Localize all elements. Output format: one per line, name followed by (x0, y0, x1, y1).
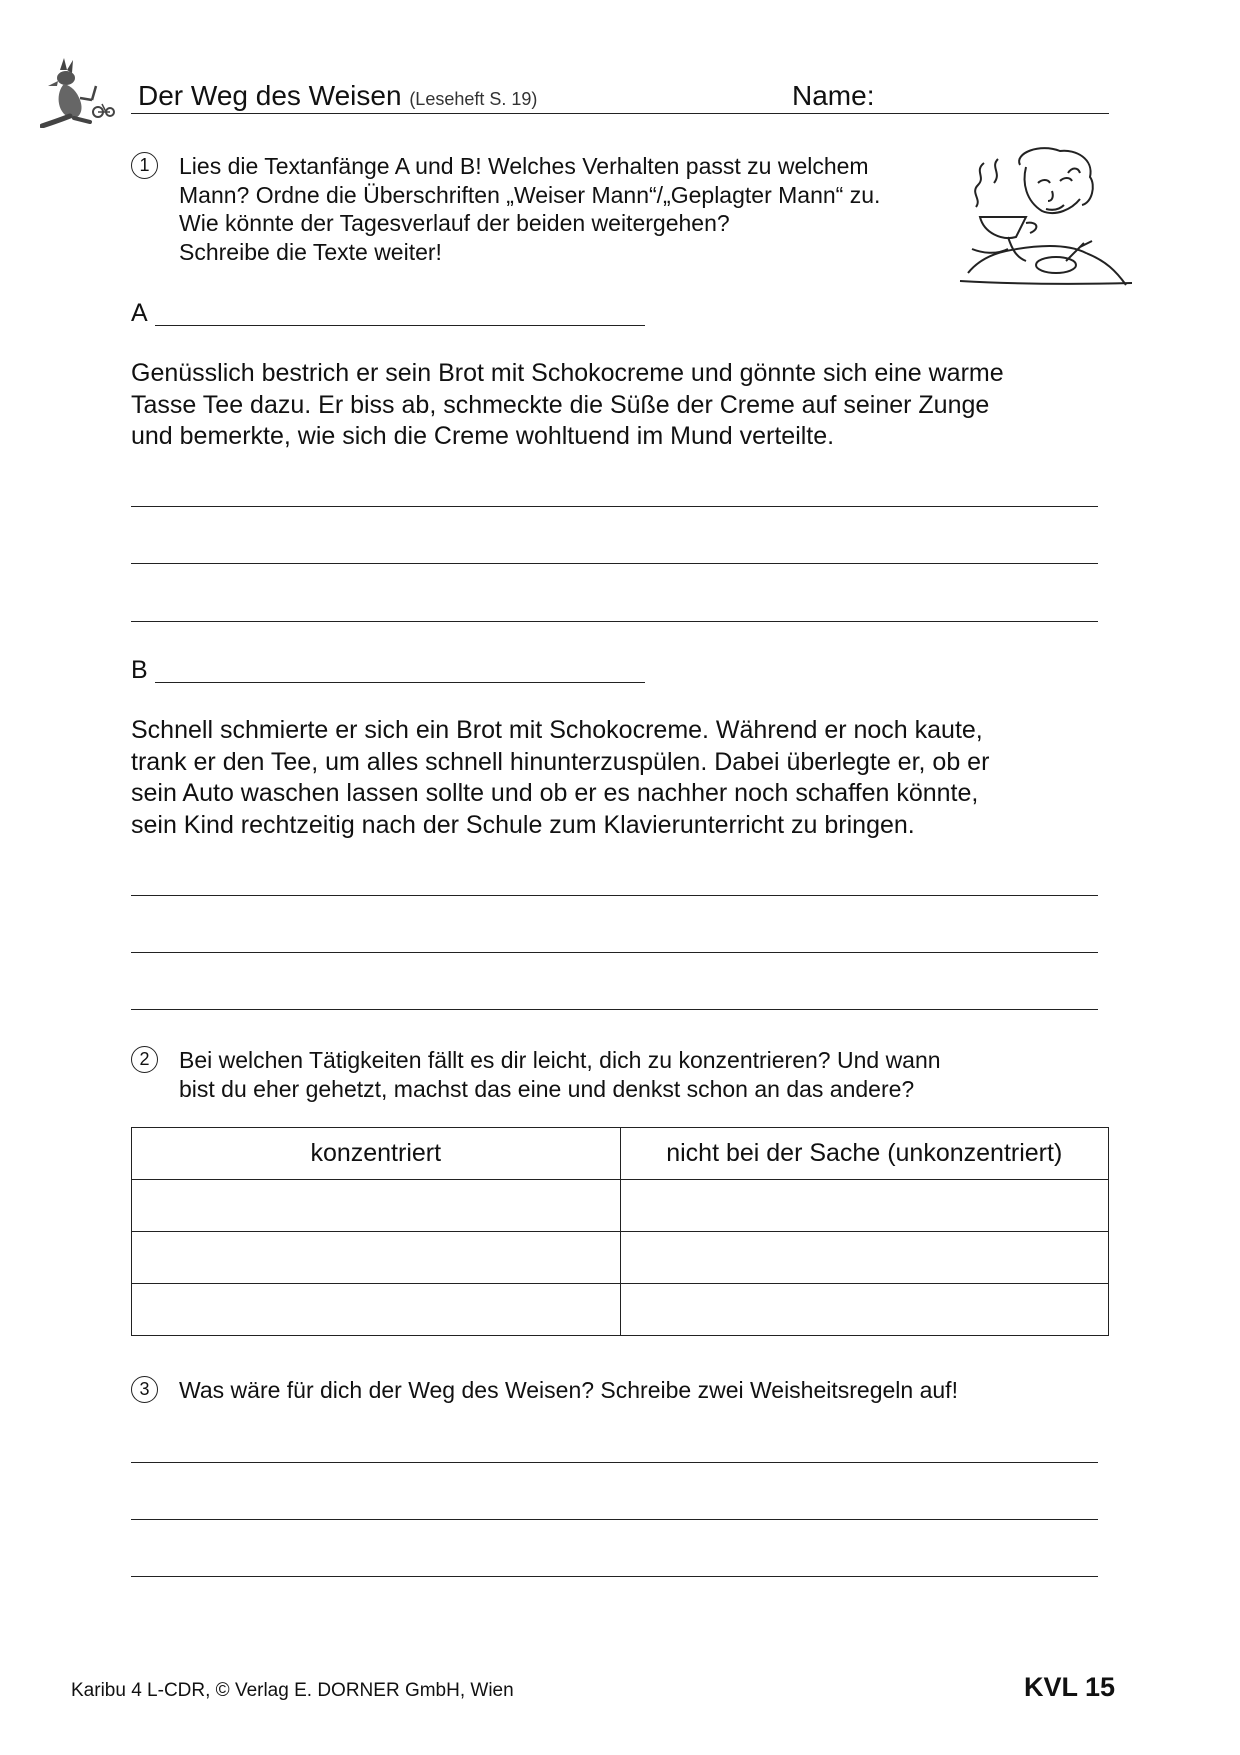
task-2-line: Bei welchen Tätigkeiten fällt es dir leicht, dich zu konzentrieren? Und wann (179, 1047, 941, 1073)
man-drinking-tea-illustration-icon (956, 143, 1134, 288)
text-b-label: B (131, 656, 148, 684)
writing-line-b-3[interactable] (131, 1009, 1098, 1010)
task-3-number: 3 (131, 1376, 158, 1403)
table-row (132, 1284, 1109, 1336)
table-cell[interactable] (132, 1180, 621, 1232)
writing-line-3-3[interactable] (131, 1576, 1098, 1577)
task-3-instructions: Was wäre für dich der Weg des Weisen? Schreibe zwei Weisheitsregeln auf! (179, 1377, 958, 1403)
text-b-heading-line[interactable] (155, 682, 645, 683)
text-a-line: und bemerkte, wie sich die Creme wohltuend im Mund verteilte. (131, 422, 835, 450)
table-row (132, 1180, 1109, 1232)
table-row (132, 1232, 1109, 1284)
writing-line-3-2[interactable] (131, 1519, 1098, 1520)
task-1-line: Wie könnte der Tagesverlauf der beiden weitergehen? (179, 210, 730, 236)
text-a-line: Tasse Tee dazu. Er biss ab, schmeckte die Süße der Creme auf seiner Zunge (131, 390, 990, 419)
kangaroo-logo-icon (40, 56, 120, 128)
text-b-line: sein Auto waschen lassen sollte und ob er es nachher noch schaffen könnte, (131, 779, 979, 807)
column-header-concentrated: konzentriert (132, 1128, 621, 1180)
task-2-line: bist du eher gehetzt, machst das eine und denkst schon an das andere? (179, 1075, 915, 1102)
text-a-paragraph (131, 358, 1091, 453)
writing-line-a-3[interactable] (131, 621, 1098, 622)
text-a-label: A (131, 299, 148, 327)
column-header-unconcentrated: nicht bei der Sache (unkonzentriert) (620, 1128, 1109, 1180)
writing-line-3-1[interactable] (131, 1462, 1098, 1463)
task-2-number: 2 (131, 1046, 158, 1073)
title-reference: (Leseheft S. 19) (409, 89, 538, 109)
name-label: Name: (792, 80, 875, 111)
task-1-number: 1 (131, 152, 158, 179)
task-1-line: Schreibe die Texte weiter! (179, 238, 442, 265)
text-b-line: trank er den Tee, um alles schnell hinunterzuspülen. Dabei überlegte er, ob er (131, 747, 990, 776)
writing-line-b-1[interactable] (131, 895, 1098, 896)
table-cell[interactable] (132, 1284, 621, 1336)
writing-line-a-1[interactable] (131, 506, 1098, 507)
header-rule (131, 113, 1109, 114)
footer-page-code: KVL 15 (1024, 1672, 1116, 1702)
task-1-line: Mann? Ordne die Überschriften „Weiser Mann“/„Geplagter Mann“ zu. (179, 181, 881, 208)
text-a-heading-line[interactable] (155, 325, 645, 326)
task-1-line: Lies die Textanfänge A und B! Welches Verhalten passt zu welchem (179, 153, 869, 179)
task-2-instructions (179, 1046, 941, 1103)
table-cell[interactable] (132, 1232, 621, 1284)
table-cell[interactable] (620, 1284, 1109, 1336)
footer-copyright: Karibu 4 L-CDR, © Verlag E. DORNER GmbH, Wien (71, 1680, 514, 1701)
writing-line-b-2[interactable] (131, 952, 1098, 953)
writing-line-a-2[interactable] (131, 563, 1098, 564)
text-b-line: Schnell schmierte er sich ein Brot mit Schokocreme. Während er noch kaute, (131, 716, 983, 744)
table-cell[interactable] (620, 1232, 1109, 1284)
worksheet-title (138, 80, 537, 112)
task-1-instructions (179, 152, 880, 266)
table-cell[interactable] (620, 1180, 1109, 1232)
text-b-line: sein Kind rechtzeitig nach der Schule zum Klavierunterricht zu bringen. (131, 810, 915, 839)
title-text: Der Weg des Weisen (138, 80, 402, 111)
text-b-paragraph (131, 715, 1091, 841)
concentration-table (131, 1127, 1109, 1336)
text-a-line: Genüsslich bestrich er sein Brot mit Schokocreme und gönnte sich eine warme (131, 359, 1004, 387)
table-header-row (132, 1128, 1109, 1180)
